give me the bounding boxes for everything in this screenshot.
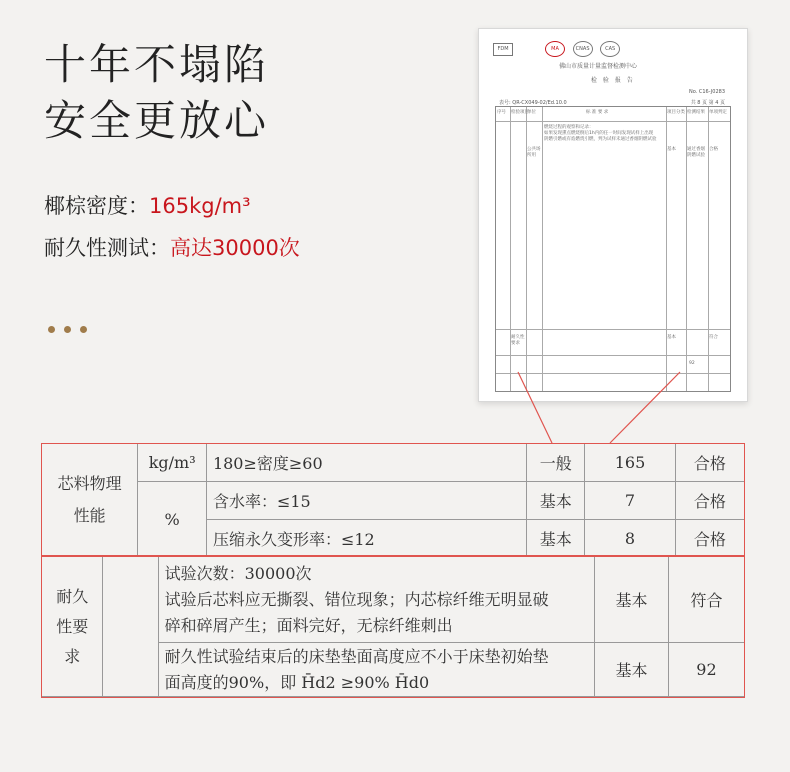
report-number: No. C16-J0283 [688, 89, 725, 95]
headline-line1: 十年不塌陷 [44, 40, 270, 89]
empty-cell [103, 557, 158, 697]
judge-cell: 合格 [675, 520, 744, 557]
header-cell: 检测结果 [687, 110, 705, 115]
req-line: 试验次数：30000次 [164, 563, 312, 583]
req-line: 耐久性试验结束后的床垫垫面高度应不小于床垫初始垫 [164, 646, 549, 666]
result-cell: 符合 [668, 557, 744, 643]
note-line: 耐久性要求 [511, 335, 525, 346]
note-line: 基本 [667, 147, 676, 152]
class-cell: 基本 [595, 643, 669, 697]
class-cell: 基本 [527, 482, 585, 520]
note-line: 阴燃引燃或有焰燃烧引燃，判为试样未通过香烟阴燃试验 [544, 137, 657, 142]
judge-cell: 合格 [675, 482, 744, 520]
requirement-cell: 压缩永久变形率：≤12 [206, 520, 527, 557]
report-logo: FDM [493, 43, 513, 56]
report-organization: 佛山市质量计量监督检测中心 [559, 63, 638, 70]
header-cell: 标 准 要 求 [586, 110, 609, 115]
requirement-cell: 180≥密度≥60 [206, 444, 527, 482]
unit-cell: % [138, 482, 207, 557]
header-cell: 项目分类 [667, 110, 685, 115]
unit-cell: kg/m³ [138, 444, 207, 482]
note-line: 燃烧过程的观察和记录： [544, 125, 594, 130]
note-line: 通过香烟阴燃试验 [687, 147, 705, 158]
class-cell: 一般 [527, 444, 585, 482]
spec-density-label: 椰棕密度： [44, 194, 149, 218]
requirement-cell [158, 643, 594, 697]
req-line: 碎和碎屑产生；面料完好，无棕纤维刺出 [164, 615, 453, 635]
req-line: 面高度的90%，即 H̄d2 ≥90% H̄d0 [164, 672, 430, 692]
note-line: 如果发现熏点燃烧倒后1h内的任一时间发现试样上出现 [544, 131, 654, 136]
judge-cell: 合格 [675, 444, 744, 482]
note-line: 公共场所用 [527, 147, 541, 158]
spec-durability-value: 高达30000次 [170, 236, 300, 260]
note-line: 符合 [709, 335, 718, 340]
note-line: 合格 [709, 147, 718, 152]
requirement-cell [158, 557, 594, 643]
req-line: 试验后芯料应无撕裂、错位现象；内芯棕纤维无明显破 [164, 589, 549, 609]
report-title: 检 验 报 告 [591, 77, 635, 84]
category-label: 芯料物理性能 [57, 474, 122, 525]
header-cell: 序号 [497, 110, 506, 115]
category-cell [42, 557, 103, 697]
result-cell: 92 [668, 643, 744, 697]
durability-table [41, 556, 745, 697]
result-cell: 165 [585, 444, 676, 482]
note-line: 92 [689, 361, 695, 366]
page-number: 共 8 页 第 4 页 [690, 100, 725, 106]
result-cell: 7 [585, 482, 676, 520]
requirement-cell: 含水率：≤15 [206, 482, 527, 520]
header-cell: 单位 [527, 110, 536, 115]
header-cell: 检验项目 [511, 110, 529, 115]
category-cell [42, 444, 138, 557]
category-label: 耐久性要求 [56, 586, 89, 666]
class-cell: 基本 [527, 520, 585, 557]
form-number: 表号: QR-CX049-02/Ed.10.0 [499, 100, 567, 106]
cnas-badge-icon: CNAS [573, 41, 593, 57]
ma-badge-icon: MA [545, 41, 565, 57]
spec-density-value: 165kg/m³ [149, 194, 251, 218]
header-cell: 单项判定 [709, 110, 727, 115]
physical-performance-table [41, 443, 745, 557]
cas-badge-icon: CAS [600, 41, 620, 57]
headline-line2: 安全更放心 [44, 96, 270, 145]
result-cell: 8 [585, 520, 676, 557]
spec-durability-label: 耐久性测试： [44, 236, 170, 260]
class-cell: 基本 [595, 557, 669, 643]
note-line: 基本 [667, 335, 676, 340]
